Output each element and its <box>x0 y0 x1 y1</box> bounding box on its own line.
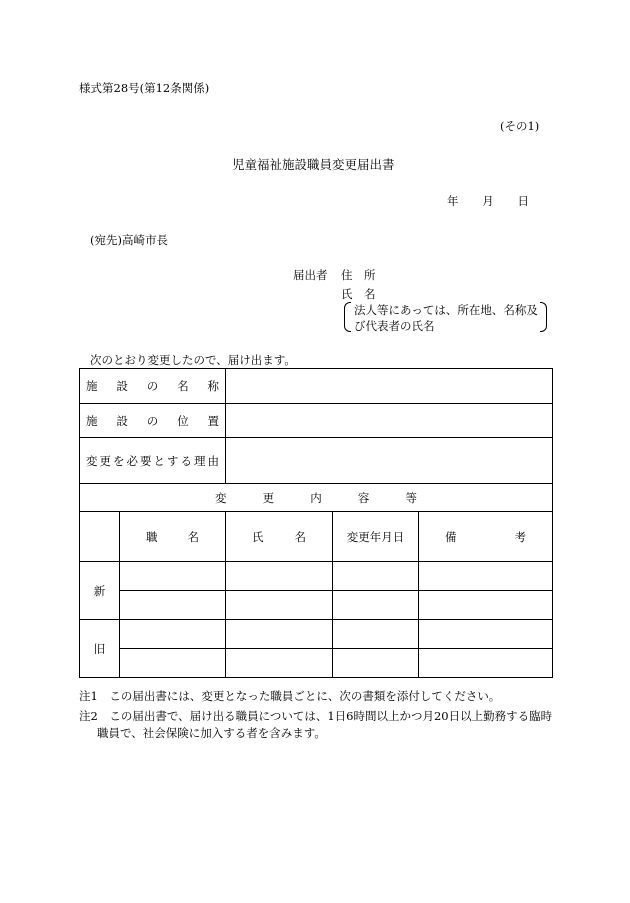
old-date-field[interactable] <box>333 620 419 649</box>
note-1: 注1 この届出書には、変更となった職員ごとに、次の書類を添付してください。 <box>79 689 501 703</box>
new-name-field[interactable] <box>226 591 333 620</box>
form-number: 様式第28号(第12条関係) <box>79 81 210 95</box>
changes-header: 変 更 内 容 等 <box>80 484 553 512</box>
corp-note-line2: び代表者の氏名 <box>354 319 435 333</box>
old-remarks-field[interactable] <box>419 649 553 678</box>
col-header-position: 職 名 <box>120 512 226 562</box>
addressee: (宛先)高崎市長 <box>90 233 168 247</box>
left-bracket <box>344 302 351 332</box>
facility-location-field[interactable] <box>226 404 553 438</box>
right-bracket <box>540 302 547 332</box>
col-header-remarks: 備 考 <box>419 512 553 562</box>
facility-location-label: 施 設 の 位 置 <box>80 404 226 438</box>
new-name-field[interactable] <box>226 562 333 591</box>
old-date-field[interactable] <box>333 649 419 678</box>
col-header-name: 氏 名 <box>226 512 333 562</box>
facility-name-label: 施 設 の 名 称 <box>80 369 226 404</box>
notifier-label: 届出者 <box>293 268 328 282</box>
note-2-line1: 注2 この届出書で、届け出る職員については、1日6時間以上かつ月20日以上勤務する臨時 <box>79 709 553 723</box>
new-remarks-field[interactable] <box>419 562 553 591</box>
new-position-field[interactable] <box>120 562 226 591</box>
facility-name-field[interactable] <box>226 369 553 404</box>
old-position-field[interactable] <box>120 649 226 678</box>
change-notification-table <box>79 368 553 678</box>
old-name-field[interactable] <box>226 620 333 649</box>
date-year-label: 年 <box>447 194 459 208</box>
old-remarks-field[interactable] <box>419 620 553 649</box>
reason-label: 変 更 を 必 要 と す る 理 由 <box>80 438 226 484</box>
intro-text: 次のとおり変更したので、届け出ます。 <box>90 353 296 367</box>
date-line <box>447 193 529 209</box>
note-2-line2: 職員で、社会保険に加入する者を含みます。 <box>97 726 326 740</box>
date-day-label: 日 <box>517 194 529 208</box>
new-position-field[interactable] <box>120 591 226 620</box>
new-date-field[interactable] <box>333 591 419 620</box>
date-month-label: 月 <box>482 194 494 208</box>
row-label-old: 旧 <box>80 620 120 678</box>
row-label-blank-cell <box>80 512 120 562</box>
old-position-field[interactable] <box>120 620 226 649</box>
old-name-field[interactable] <box>226 649 333 678</box>
new-date-field[interactable] <box>333 562 419 591</box>
reason-field[interactable] <box>226 438 553 484</box>
part-label: (その1) <box>500 119 540 133</box>
notifier-name-label: 氏 名 <box>341 287 376 301</box>
notifier-address-label: 住 所 <box>341 268 376 282</box>
col-header-change-date: 変更年月日 <box>333 512 419 562</box>
corp-note-line1: 法人等にあっては、所在地、名称及 <box>354 303 538 317</box>
document-title: 児童福祉施設職員変更届出書 <box>232 157 395 172</box>
new-remarks-field[interactable] <box>419 591 553 620</box>
row-label-new: 新 <box>80 562 120 620</box>
